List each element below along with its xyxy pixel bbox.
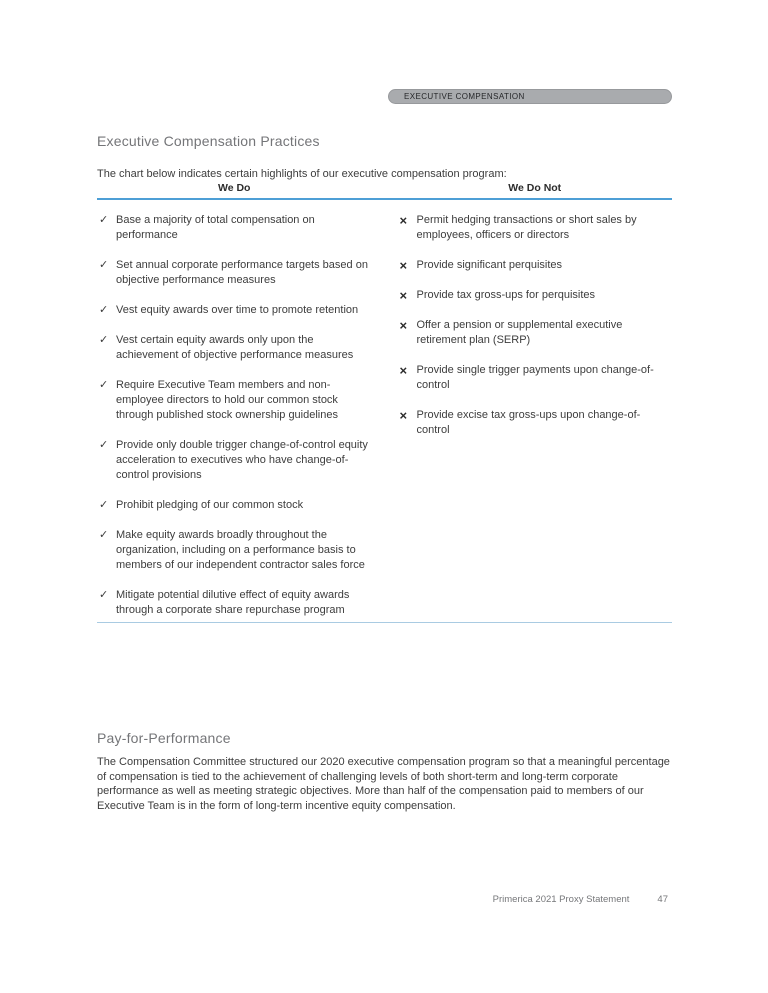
table-header-row: [97, 182, 672, 200]
list-item: [97, 258, 372, 288]
list-item: [398, 288, 673, 303]
cross-icon: ×: [399, 258, 408, 273]
list-item-text: Mitigate potential dilutive effect of equity awards through a corporate share repurchase program: [116, 589, 350, 616]
list-item-text: Make equity awards broadly throughout the organization, including on a performance basis to members of our independent contractor sales force: [116, 529, 365, 571]
list-item-text: Vest equity awards over time to promote retention: [116, 304, 359, 316]
list-item: [398, 408, 673, 438]
check-icon: ✓: [99, 499, 109, 511]
list-item-text: Vest certain equity awards only upon the achievement of objective performance measures: [116, 334, 354, 361]
check-icon: ✓: [99, 589, 109, 601]
list-item: [97, 528, 372, 573]
cross-icon: ×: [399, 363, 408, 378]
we-do-not-column-header: We Do Not: [508, 182, 562, 194]
check-icon: ✓: [99, 334, 109, 346]
list-item: [97, 438, 372, 483]
list-item-text: Provide only double trigger change-of-control equity acceleration to executives who have change-of-control provisions: [116, 439, 368, 481]
list-item-text: Provide single trigger payments upon change-of-control: [416, 364, 654, 391]
list-item-text: Prohibit pledging of our common stock: [116, 499, 304, 511]
pay-for-performance-title: Pay-for-Performance: [97, 729, 231, 746]
list-item: [97, 213, 372, 243]
page-footer: [493, 894, 668, 905]
list-item: [398, 258, 673, 273]
footer-document-title: Primerica 2021 Proxy Statement: [492, 894, 630, 905]
cross-icon: ×: [399, 318, 408, 333]
list-item: [97, 303, 372, 318]
cross-icon: ×: [399, 213, 408, 228]
list-item: [97, 378, 372, 423]
list-item-text: Require Executive Team members and non-employee directors to hold our common stock through published stock ownership guidelines: [116, 379, 338, 421]
list-item-text: Set annual corporate performance targets based on objective performance measures: [116, 259, 368, 286]
footer-page-number: 47: [657, 894, 668, 905]
list-item-text: Provide tax gross-ups for perquisites: [416, 289, 596, 301]
list-item: [97, 588, 372, 618]
section-badge: [388, 89, 672, 104]
list-item: [97, 333, 372, 363]
check-icon: ✓: [99, 304, 109, 316]
do-dont-table: [97, 182, 672, 623]
list-item-text: Base a majority of total compensation on performance: [116, 214, 315, 241]
we-do-column-header: We Do: [218, 182, 251, 194]
we-do-not-list: [398, 213, 673, 618]
check-icon: ✓: [99, 529, 109, 541]
check-icon: ✓: [99, 214, 109, 226]
cross-icon: ×: [399, 288, 408, 303]
list-item-text: Offer a pension or supplemental executive retirement plan (SERP): [416, 319, 623, 346]
list-item: [398, 213, 673, 243]
check-icon: ✓: [99, 439, 109, 451]
we-do-list: [97, 213, 372, 618]
check-icon: ✓: [99, 379, 109, 391]
list-item-text: Provide significant perquisites: [416, 259, 563, 271]
list-item: [398, 363, 673, 393]
list-item-text: Provide excise tax gross-ups upon change-of-control: [416, 409, 641, 436]
list-item: [97, 498, 372, 513]
check-icon: ✓: [99, 259, 109, 271]
section-badge-label: EXECUTIVE COMPENSATION: [404, 92, 525, 101]
cross-icon: ×: [399, 408, 408, 423]
pay-for-performance-body: The Compensation Committee structured our 2020 executive compensation program so that a meaningful percentage of compensation is tied to the achievement of challenging levels of both short-term and long-term corporate performance as well as meeting strategic objectives. More than half of the compensation paid to members of our Executive Team is in the form of long-term incentive equity compensation.: [97, 756, 670, 812]
practices-section-title: Executive Compensation Practices: [97, 133, 320, 150]
list-item: [398, 318, 673, 348]
table-body: [97, 200, 672, 623]
practices-intro-text: The chart below indicates certain highlights of our executive compensation program:: [97, 168, 507, 180]
list-item-text: Permit hedging transactions or short sales by employees, officers or directors: [416, 214, 637, 241]
